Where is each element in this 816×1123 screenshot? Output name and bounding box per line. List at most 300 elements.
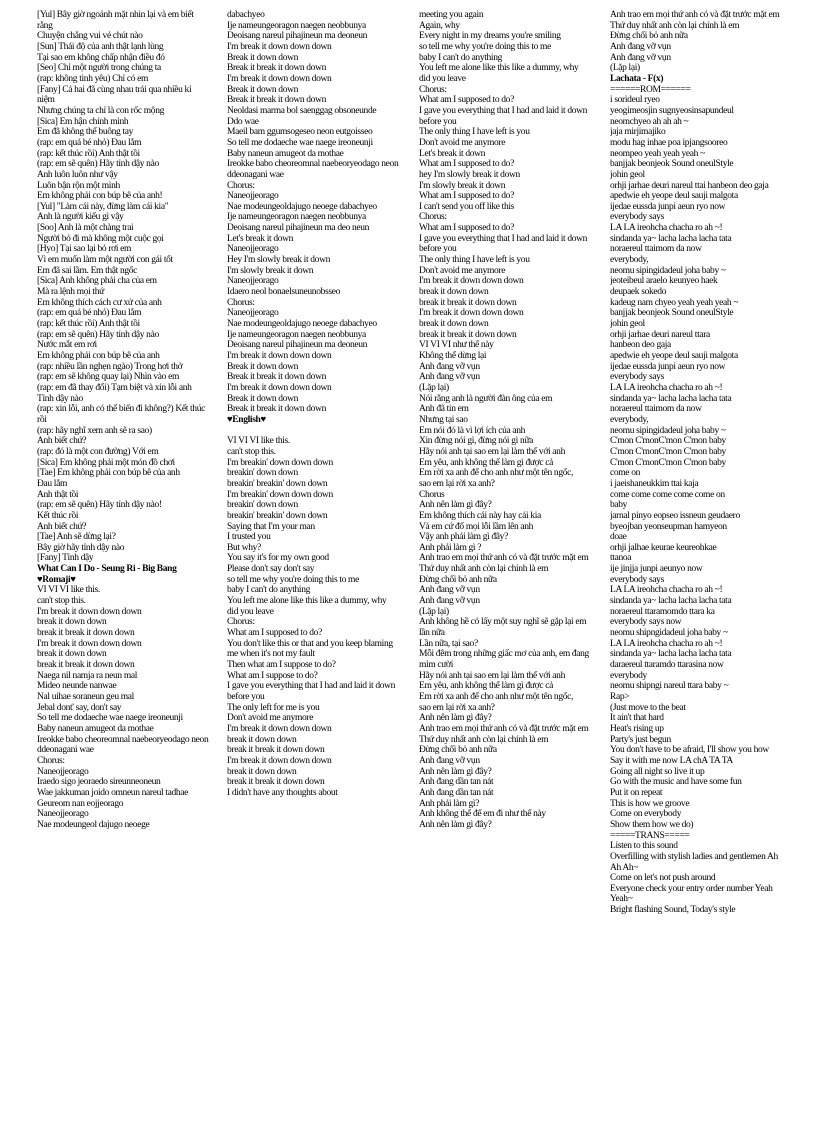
lyric-line: Chorus: — [227, 617, 255, 628]
lyric-line: Ije nameungeoragon naegen neobbunya — [227, 212, 366, 223]
lyric-line: So tell me dodaeche wae naege ireoneunji — [37, 713, 183, 724]
lyric-line: (rap: em đã thay đổi) Tạm biệt và xin lỗi anh — [37, 382, 192, 393]
lyric-line: The only thing I have left is you — [419, 255, 530, 266]
lyric-line: johin geol — [610, 169, 645, 180]
lyric-line: Anh đang vỡ vụn — [610, 41, 671, 52]
lyric-line: Overfilling with stylish ladies and gentlemen Ah Ah Ah~ — [610, 851, 778, 873]
lyric-line: Nal uihae soraneun geu mal — [37, 692, 134, 702]
lyric-line: neomchyeo ah ah ah ~ — [610, 116, 689, 127]
lyric-line: I'm break it down down down — [419, 308, 524, 319]
lyric-line: I'm break it down down down — [227, 723, 332, 734]
lyric-line: LA LA ireohcha chacha ro ah ~! — [610, 585, 723, 596]
lyric-line: You left me alone like this like a dummy, why did you leave — [227, 596, 387, 617]
lyric-line: The only left for me is you — [227, 702, 320, 713]
lyric-line: jeoteibeul araelo keunyeo haek — [610, 276, 718, 287]
lyric-line: I'm breakin' down down down — [227, 489, 333, 500]
lyric-line: Naneojjeorago — [227, 308, 279, 319]
lyric-line: LA LA ireohcha chacha ro ah ~! — [610, 638, 723, 649]
lyric-line: I didn't have any thoughts about — [227, 787, 338, 798]
lyric-line: so tell me why you're doing this to me — [419, 41, 551, 52]
lyric-line: Chorus: — [419, 212, 447, 223]
lyric-line: Anh nên làm gì đây? — [419, 819, 492, 830]
lyric-line: jaja mirjimajiko — [610, 127, 666, 138]
lyric-line: meeting you again — [419, 10, 484, 20]
lyric-line: I'm break it down down down — [227, 382, 332, 393]
lyric-line: doae — [610, 532, 627, 543]
lyric-line: (Lặp lại) — [419, 382, 449, 393]
lyric-line: I gave you everything that I had and laid it down before you — [419, 233, 588, 255]
lyric-line: Then what am I suppose to do? — [227, 660, 336, 671]
lyric-line: everybody says — [610, 372, 664, 383]
lyric-line: (rap: kết thúc rồi) Anh thật tồi — [37, 319, 140, 330]
lyric-line: everybody — [610, 670, 647, 681]
lyric-line: It ain't that hard — [610, 713, 664, 724]
lyric-line: byeojban yeonseupman hamyeon — [610, 521, 727, 532]
lyric-line: Let's break it down — [419, 148, 486, 159]
lyric-line: Không thể dừng lại — [419, 351, 487, 361]
lyric-line: Em rời xa anh để cho anh như một tên ngốc, — [419, 468, 574, 479]
lyric-line: What am I supposed to do? — [419, 159, 514, 170]
lyric-line: Đau lắm — [37, 478, 67, 489]
lyric-line: [Yul] "Làm cái này, đừng làm cái kia" — [37, 201, 169, 212]
lyric-line: sindanda ya~ lacha lacha lacha tata — [610, 233, 732, 244]
lyric-line: (rap: không tình yêu) Chỉ có em — [37, 73, 149, 84]
lyric-line: break it down down — [227, 734, 297, 745]
lyric-line: Anh phải làm gì? — [419, 798, 480, 809]
lyric-line: yeogimeosjin sugnyeosinsapundeul — [610, 105, 734, 116]
lyric-line: The only thing I have left is you — [419, 127, 530, 138]
lyric-line: break it break it down down — [227, 777, 325, 788]
lyric-line: What am I suppose to do? — [227, 670, 318, 681]
lyric-line: I'm break it down down down — [227, 351, 332, 361]
lyric-line: everybody says — [610, 574, 664, 585]
lyric-line: Naneojjeorago — [37, 766, 89, 777]
lyric-line: Chorus: — [227, 180, 255, 191]
lyric-line: Break it break it down down — [227, 404, 326, 415]
lyric-line: You don't have to be afraid, I'll show you how — [610, 745, 769, 756]
lyric-line: everybody, — [610, 255, 649, 266]
lyric-line: Anh nên làm gì đây? — [419, 713, 492, 724]
lyric-line: noraereul ttaimom da now — [610, 244, 702, 255]
lyric-line: jarnal pinyo eopseo issneun geudaero — [610, 510, 740, 521]
lyric-line: Saying that I'm your man — [227, 521, 315, 532]
lyric-line: C'mon C'monC'mon C'mon baby — [610, 457, 726, 468]
lyric-line: break it down down — [37, 617, 107, 628]
lyric-line: Baby naneun amugeot da mothae — [227, 148, 344, 159]
lyric-line: baby I can't do anything — [227, 585, 311, 596]
lyric-line: ttanoa — [610, 553, 632, 564]
lyric-line: Bright flashing Sound, Today's style — [610, 905, 736, 916]
lyric-line: deupaek sokedo — [610, 287, 667, 298]
lyric-line: Neoldasi marma bol saenggag obsoneunde — [227, 105, 377, 116]
lyric-line: Anh đã tin em — [419, 404, 469, 415]
lyric-line: baby I can't do anything — [419, 52, 503, 63]
lyric-line: can't stop this. — [227, 446, 276, 457]
lyric-line: Ddo wae — [227, 116, 259, 127]
lyric-line: [Sica] Em không phải một món đồ chơi — [37, 457, 175, 468]
lyric-line: Iraedo sigo jeoraedo sireunneoneun — [37, 777, 161, 788]
lyric-line: Anh đang vỡ vụn — [610, 52, 671, 63]
lyric-line: hanbeon deo gaja — [610, 340, 671, 351]
lyric-line: dabachyeo — [227, 10, 265, 20]
lyric-line: Ije nameungeoragon naegen neobbunya — [227, 20, 366, 31]
lyric-line: Anh là người kiểu gì vậy — [37, 212, 124, 223]
lyric-line: [Fany] Cả hai đã cùng nhau trải qua nhiều kỉ niệm — [37, 84, 192, 106]
lyric-line: neomu sipingidadeul joha baby ~ — [610, 425, 726, 436]
lyric-line: C'mon C'monC'mon C'mon baby — [610, 446, 726, 457]
lyric-line: Chuyện chẳng vui vẻ chút nào — [37, 31, 143, 42]
lyric-line: I'm break it down down down — [37, 638, 142, 649]
lyric-line: (rap: nhiều lần nghẹn ngào) Trong hơi thở — [37, 361, 183, 372]
lyric-line: LA LA ireohcha chacha ro ah ~! — [610, 382, 723, 393]
lyric-line: Nhưng chúng ta chỉ là con rốc mộng — [37, 105, 165, 116]
lyric-line: ijedae eussda junpi aeun ryo now — [610, 201, 726, 212]
lyric-line: Thứ duy nhất anh còn lại chính là em — [419, 564, 549, 575]
lyric-line: [Yul] Bây giờ ngoảnh mặt nhìn lại và em biết rằng — [37, 10, 194, 31]
lyric-line: Deoisang nareul pihajineun ma deoneun — [227, 31, 368, 42]
lyric-line: [Tae] Anh sẽ dừng lại? — [37, 532, 116, 543]
lyric-line: Anh đang vỡ vụn — [419, 585, 480, 596]
lyric-line: Anh nên làm gì đây? — [419, 766, 492, 777]
lyric-line: i jaeishaneukkim ttai kaja — [610, 478, 699, 489]
lyric-line: Nae modeungeoldajugo neoege dabachyeo — [227, 201, 377, 212]
lyric-line: Listen to this sound — [610, 841, 678, 852]
lyric-line: so tell me why you're doing this to me — [227, 574, 359, 585]
lyric-line: break it break it down down — [419, 329, 517, 340]
lyric-line: neomu sipingidadeul joha baby ~ — [610, 265, 726, 276]
lyric-line: Naega nil namja ra neun mal — [37, 670, 138, 681]
lyric-line: Anh đang dần tan nát — [419, 777, 494, 788]
lyric-line: Anh luôn luôn như vậy — [37, 169, 118, 180]
lyric-line: Don't avoid me anymore — [419, 137, 506, 148]
lyric-line: Anh đang vỡ vụn — [419, 361, 480, 372]
lyric-line: VI VI VI like this. — [227, 436, 290, 447]
lyric-line: [Sun] Thái độ của anh thật lạnh lùng — [37, 41, 164, 52]
lyric-line: (rap: em sẽ quên) Hãy tỉnh dậy nào! — [37, 500, 162, 511]
lyric-line: Heat's rising up — [610, 723, 664, 734]
lyric-line: C'mon C'monC'mon C'mon baby — [610, 436, 726, 447]
lyric-line: can't stop this. — [37, 596, 86, 607]
lyric-line: sindanda ya~ lacha lacha lacha tata — [610, 649, 732, 660]
lyric-line: [Fany] Tỉnh dậy — [37, 553, 94, 564]
lyric-line: Chorus: — [419, 84, 447, 95]
lyric-line: Break it down down — [227, 52, 299, 63]
lyric-line: Em đã sai lầm. Em thật ngốc — [37, 265, 138, 276]
lyric-line: Geureom nan eojjeorago — [37, 798, 124, 809]
lyric-line: Deoisang nareul pihajineun ma deo neun — [227, 223, 370, 234]
lyric-line: neomu shipngidadeul joha baby ~ — [610, 628, 728, 639]
lyric-line: Baby naneun amugeot da mothae — [37, 723, 154, 734]
lyric-line: everybody says now — [610, 617, 682, 628]
lyric-line: (Lặp lại) — [419, 606, 449, 617]
lyric-line: [Hyo] Tại sao lại bỏ rơi em — [37, 244, 132, 255]
lyric-line: Anh biết chứ? — [37, 436, 87, 447]
lyric-line: Anh đang vỡ vụn — [419, 372, 480, 383]
lyric-line: break it down down — [419, 287, 489, 298]
lyric-line: come come come come come on — [610, 489, 725, 500]
lyric-line: Break it down down — [227, 361, 299, 372]
lyric-line: Em không thích cách cư xử của anh — [37, 297, 162, 308]
lyric-line: Tỉnh dậy nào — [37, 393, 83, 404]
lyric-line: I'm slowly break it down — [419, 180, 506, 191]
lyric-line: (rap: em sẽ quên) Hãy tỉnh dậy nào — [37, 329, 159, 340]
lyric-line: Jebal dont' say, don't say — [37, 702, 122, 713]
lyric-line: Chorus: — [37, 755, 65, 766]
lyric-line: kadeug nam chyeo yeah yeah yeah ~ — [610, 297, 739, 308]
lyric-line: Go with the music and have some fun — [610, 777, 742, 788]
lyric-line: breakin' down down — [227, 500, 298, 511]
lyric-line: Rap> — [610, 692, 630, 702]
lyric-line: Lần nữa, tại sao? — [419, 638, 478, 649]
lyric-line: [Sica] Em hận chính mình — [37, 116, 129, 127]
lyric-line: Every night in my dreams you're smiling — [419, 31, 561, 42]
lyric-line: Người bỏ đi mà không một cuộc gọi — [37, 233, 164, 244]
lyric-line: break it break it down down — [419, 297, 517, 308]
lyric-line: Em yêu, anh không thể làm gì được cả — [419, 457, 553, 468]
lyric-line: Em không thích cái này hay cái kia — [419, 510, 541, 521]
lyric-line: Naneojjeorago — [227, 191, 279, 202]
lyric-line: This is how we groove — [610, 798, 690, 809]
song-heading: Lachata - F(x) — [610, 73, 664, 84]
lyric-line: Luôn bận rộn một mình — [37, 180, 120, 191]
lyric-line: neompeo yeah yeah yeah ~ — [610, 148, 705, 159]
lyric-line: Again, why — [419, 20, 460, 31]
lyric-line: neomu shipngi nareul ttara baby ~ — [610, 681, 729, 692]
lyric-line: Chorus — [419, 489, 445, 500]
lyric-line: Anh đang vỡ vụn — [419, 596, 480, 607]
lyric-line: Anh trao em mọi thứ anh có và đặt trước mặt em — [419, 553, 589, 564]
lyric-line: Break it down down — [227, 393, 299, 404]
lyric-line: breakin' breakin' down down — [227, 478, 328, 489]
lyric-line: breakin' down down — [227, 468, 298, 479]
lyric-line: Break it break it down down — [227, 95, 326, 106]
lyric-line: What am I supposed to do? — [419, 95, 514, 106]
lyric-line: break it down down — [419, 319, 489, 330]
lyric-line: Deoisang nareul pihajineun ma deoneun — [227, 340, 368, 351]
lyric-line — [227, 426, 399, 437]
lyric-line: (rap: em quá bé nhỏ) Đau lắm — [37, 137, 142, 148]
lyric-line: Nước mắt em rơi — [37, 340, 97, 351]
lyric-line: modu hag inhae poa ipjangsooreo — [610, 137, 728, 148]
lyric-line: Em rời xa anh để cho anh như một tên ngốc, — [419, 692, 574, 702]
lyric-line: What am I supposed to do? — [227, 628, 322, 639]
lyric-line: Vì em muốn làm một người con gái tốt — [37, 255, 173, 266]
lyric-line: But why? — [227, 542, 261, 553]
lyric-line: (rap: em sẽ quên) Hãy tỉnh dậy nào — [37, 159, 159, 170]
lyric-line: sao em lại rời xa anh? — [419, 702, 495, 713]
lyric-line: Em nói đó là vì lợi ích của anh — [419, 425, 526, 436]
lyric-line: Ije nameungeoragon naegen neobbunya — [227, 329, 366, 340]
lyric-line: Anh trao em mọi thứ anh có và đặt trước mặt em — [610, 10, 780, 20]
lyric-line: banjjak beonjeok Sound oneulStyle — [610, 159, 734, 170]
lyric-line: I trusted you — [227, 532, 271, 543]
lyric-line: What am I supposed to do? — [419, 191, 514, 202]
lyric-line: Going all night so live it up — [610, 766, 705, 777]
lyric-line: Em không phải con búp bê của anh! — [37, 191, 163, 202]
lyric-line: hey I'm slowly break it down — [419, 169, 520, 180]
lyric-line: You say it's for my own good — [227, 553, 329, 564]
lyric-line: Break it down down — [227, 84, 299, 95]
lyric-line: Anh biết chứ? — [37, 521, 87, 532]
lyric-line: Anh phải làm gì ? — [419, 542, 482, 553]
lyric-line: everybody says — [610, 212, 664, 223]
song-heading: ♥Romaji♥ — [37, 574, 76, 585]
lyric-line: (rap: em quá bé nhỏ) Đau lắm — [37, 308, 142, 319]
lyric-line: Anh đang dần tan nát — [419, 787, 494, 798]
lyric-line: [Tae] Em không phải con búp bê của anh — [37, 468, 180, 479]
lyric-line: VI VI VI like this. — [37, 585, 100, 596]
lyric-line: What am I supposed to do? — [419, 223, 514, 234]
lyric-line: [Seo] Chỉ một người trong chúng ta — [37, 63, 161, 74]
lyric-line: Tại sao em không chấp nhận điều đó — [37, 52, 165, 63]
lyric-line: breakin' breakin' down down — [227, 510, 328, 521]
lyric-line: Break it break it down down — [227, 372, 326, 383]
lyric-line: Hey I'm slowly break it down — [227, 255, 330, 266]
lyric-line: apedwie eh yeope deul sauji malgota — [610, 351, 738, 361]
lyric-line: Và em cứ đổ mọi lỗi lầm lên anh — [419, 521, 534, 532]
lyric-line: Ireokke babo cheoreomnal naebeoryeodago neon ddeonagani wae — [227, 159, 399, 180]
lyric-line: noraereul ttaimom da now — [610, 404, 702, 415]
lyric-line: Everyone check your entry order number Yeah Yeah~ — [610, 883, 773, 905]
lyric-line: Naneojjeorago — [227, 276, 279, 287]
lyric-line: You left me alone like this like a dummy, why did you leave — [419, 63, 579, 84]
lyric-line: LA LA ireohcha chacha ro ah ~! — [610, 223, 723, 234]
lyric-line: Em đã không thể buông tay — [37, 127, 133, 138]
lyric-line: Party's just begun — [610, 734, 671, 745]
lyric-line: I'm break it down down down — [37, 606, 142, 617]
lyric-line: Come on everybody — [610, 809, 682, 820]
lyrics-column-3 — [419, 10, 591, 1116]
lyric-line: ije jinjja junpi aeunyo now — [610, 564, 703, 575]
lyric-line: noraereul ttaramomdo ttara ka — [610, 606, 715, 617]
lyric-line: apedwie eh yeope deul sauji malgota — [610, 191, 738, 202]
lyric-line: Em yêu, anh không thể làm gì được cả — [419, 681, 553, 692]
lyric-line: I gave you everything that I had and laid it down before you — [419, 105, 588, 127]
lyric-line: (rap: xin lỗi, anh có thể biến đi không?) Kết thúc rồi — [37, 404, 205, 425]
lyric-line: Anh trao em mọi thứ anh có và đặt trước mặt em — [419, 723, 589, 734]
lyric-line: I'm break it down down down — [227, 73, 332, 84]
lyric-line: VI VI VI như thế này — [419, 340, 494, 351]
lyric-line: Em không phải con búp bê của anh — [37, 351, 160, 361]
lyric-line: Mà ra lệnh mọi thứ — [37, 287, 104, 298]
lyric-line: I can't send you off like this — [419, 201, 514, 212]
lyric-line: I'm breakin' down down down — [227, 457, 333, 468]
lyric-line: Please don't say don't say — [227, 564, 315, 575]
lyric-line: Show them how we do) — [610, 819, 694, 830]
lyric-line: break it down down — [227, 766, 297, 777]
lyric-line: i sorideul ryeo — [610, 95, 660, 106]
lyric-line: orhji jarhae deuri nareul ttai hanbeon deo gaja — [610, 180, 769, 191]
lyric-line: Đừng chối bỏ anh nữa — [419, 574, 497, 585]
lyric-line: Don't avoid me anymore — [227, 713, 314, 724]
lyric-line: break it down down — [37, 649, 107, 660]
lyric-line: Mideo neunde nanwae — [37, 681, 117, 692]
lyric-line: Nhưng tại sao — [419, 414, 468, 425]
lyric-line: break it break it down down — [37, 628, 135, 639]
lyric-line: Thứ duy nhất anh còn lại chính là em — [419, 734, 549, 745]
lyric-line: I gave you everything that I had and laid it down before you — [227, 681, 396, 702]
lyric-line: [Sica] Anh không phải cha của em — [37, 276, 157, 287]
lyric-line: Ireokke babo cheoreomnal naebeoryeodago neon ddeonagani wae — [37, 734, 209, 756]
lyric-line: Say it with me now LA chA TA TA — [610, 755, 733, 766]
lyrics-column-4 — [610, 10, 782, 1116]
lyric-line: ijedae eussda junpi aeun ryo now — [610, 361, 726, 372]
lyric-line: sindanda ya~ lacha lacha lacha tata — [610, 393, 732, 404]
lyric-line: Xin đừng nói gì, đừng nói gì nữa — [419, 436, 534, 447]
lyric-line: Hãy nói anh tại sao em lại làm thế với anh — [419, 446, 565, 457]
lyric-line: Hãy nói anh tại sao em lại làm thế với anh — [419, 670, 565, 681]
lyric-line: Chorus: — [227, 297, 255, 308]
lyric-line: Come on let's not push around — [610, 873, 716, 884]
lyric-line: You don't like this or that and you keep blaming me when it's not my fault — [227, 638, 393, 660]
lyric-line: Idaero neol bonaelsuneunobsseo — [227, 287, 340, 298]
lyric-line: I'm slowly break it down — [227, 265, 314, 276]
lyric-line: =====TRANS===== — [610, 830, 690, 841]
lyric-line: Put it on repeat — [610, 787, 663, 798]
lyric-line: orhji jarhae deuri nareul ttara — [610, 329, 710, 340]
lyric-line: baby — [610, 500, 628, 511]
lyric-line: sao em lại rời xa anh? — [419, 478, 495, 489]
lyric-line: (rap: đó là một con đường) Với em — [37, 446, 159, 457]
lyric-line: break it break it down down — [37, 660, 135, 671]
lyrics-column-1 — [37, 10, 209, 1116]
lyric-line: I'm break it down down down — [227, 755, 332, 766]
lyric-line: Anh nên làm gì đây? — [419, 500, 492, 511]
song-heading: ♥English♥ — [227, 414, 266, 425]
lyric-line: Đừng chối bỏ anh nữa — [610, 31, 688, 42]
lyric-line: banjjak beonjeok Sound oneulStyle — [610, 308, 734, 319]
lyric-line: Nae modeungeoldajugo neoege dabachyeo — [227, 319, 377, 330]
lyric-line: I'm break it down down down — [419, 276, 524, 287]
lyric-line: break it break it down down — [227, 745, 325, 756]
lyric-line: So tell me dodaeche wae naege ireoneunji — [227, 137, 373, 148]
lyric-line: Naneojjeorago — [37, 809, 89, 820]
lyric-line: Break it break it down down — [227, 63, 326, 74]
lyric-line: ======ROM====== — [610, 84, 691, 95]
lyrics-column-2 — [227, 10, 399, 1116]
lyric-line: Bây giờ hãy tỉnh dậy nào — [37, 542, 125, 553]
lyric-line: [Soo] Anh là một chàng trai — [37, 223, 134, 234]
lyric-line: orhji jalhae keurae keureohkae — [610, 542, 717, 553]
lyric-line: come on — [610, 468, 640, 479]
lyric-line: Let's break it down — [227, 233, 294, 244]
lyric-line: Kết thúc rồi — [37, 510, 79, 521]
lyric-line: Naneojjeorago — [227, 244, 279, 255]
lyric-line: Don't avoid me anymore — [419, 265, 506, 276]
lyric-line: everybody, — [610, 414, 649, 425]
lyric-line: I'm break it down down down — [227, 41, 332, 52]
lyric-line: Maeil bam ggumsogeseo neon eutgoisseo — [227, 127, 373, 138]
lyric-line: Thứ duy nhất anh còn lại chính là em — [610, 20, 740, 31]
lyric-line: Mỗi đêm trong những giấc mơ của anh, em đang mỉm cười — [419, 649, 589, 671]
lyric-line: (rap: em sẽ không quay lại) Nhìn vào em — [37, 372, 180, 383]
lyric-line: Anh không hề có lấy một suy nghĩ sẽ gặp lại em lần nữa — [419, 617, 587, 639]
lyric-line: (Lặp lại) — [610, 63, 640, 74]
lyric-line: Wae jakkuman joido omneun nareul tadhae — [37, 787, 188, 798]
lyric-line: Vậy anh phải làm gì đây? — [419, 532, 508, 543]
lyric-line: Đừng chối bỏ anh nữa — [419, 745, 497, 756]
lyric-line: johin geol — [610, 319, 645, 330]
lyric-line: Anh không thể để em đi như thế này — [419, 809, 546, 820]
song-heading: What Can I Do - Seung Ri - Big Bang — [37, 564, 177, 575]
lyric-line: (Just move to the beat — [610, 702, 686, 713]
lyric-line: Nae modeungeol dajugo neoege — [37, 819, 150, 830]
lyric-line: daraereul ttaramdo ttarasina now — [610, 660, 724, 671]
lyric-line: Anh thật tồi — [37, 489, 79, 500]
lyric-line: (rap: kết thúc rồi) Anh thật tồi — [37, 148, 140, 159]
lyric-line: sindanda ya~ lacha lacha lacha tata — [610, 596, 732, 607]
lyric-line: Nói rằng anh là người đàn ông của em — [419, 393, 553, 404]
